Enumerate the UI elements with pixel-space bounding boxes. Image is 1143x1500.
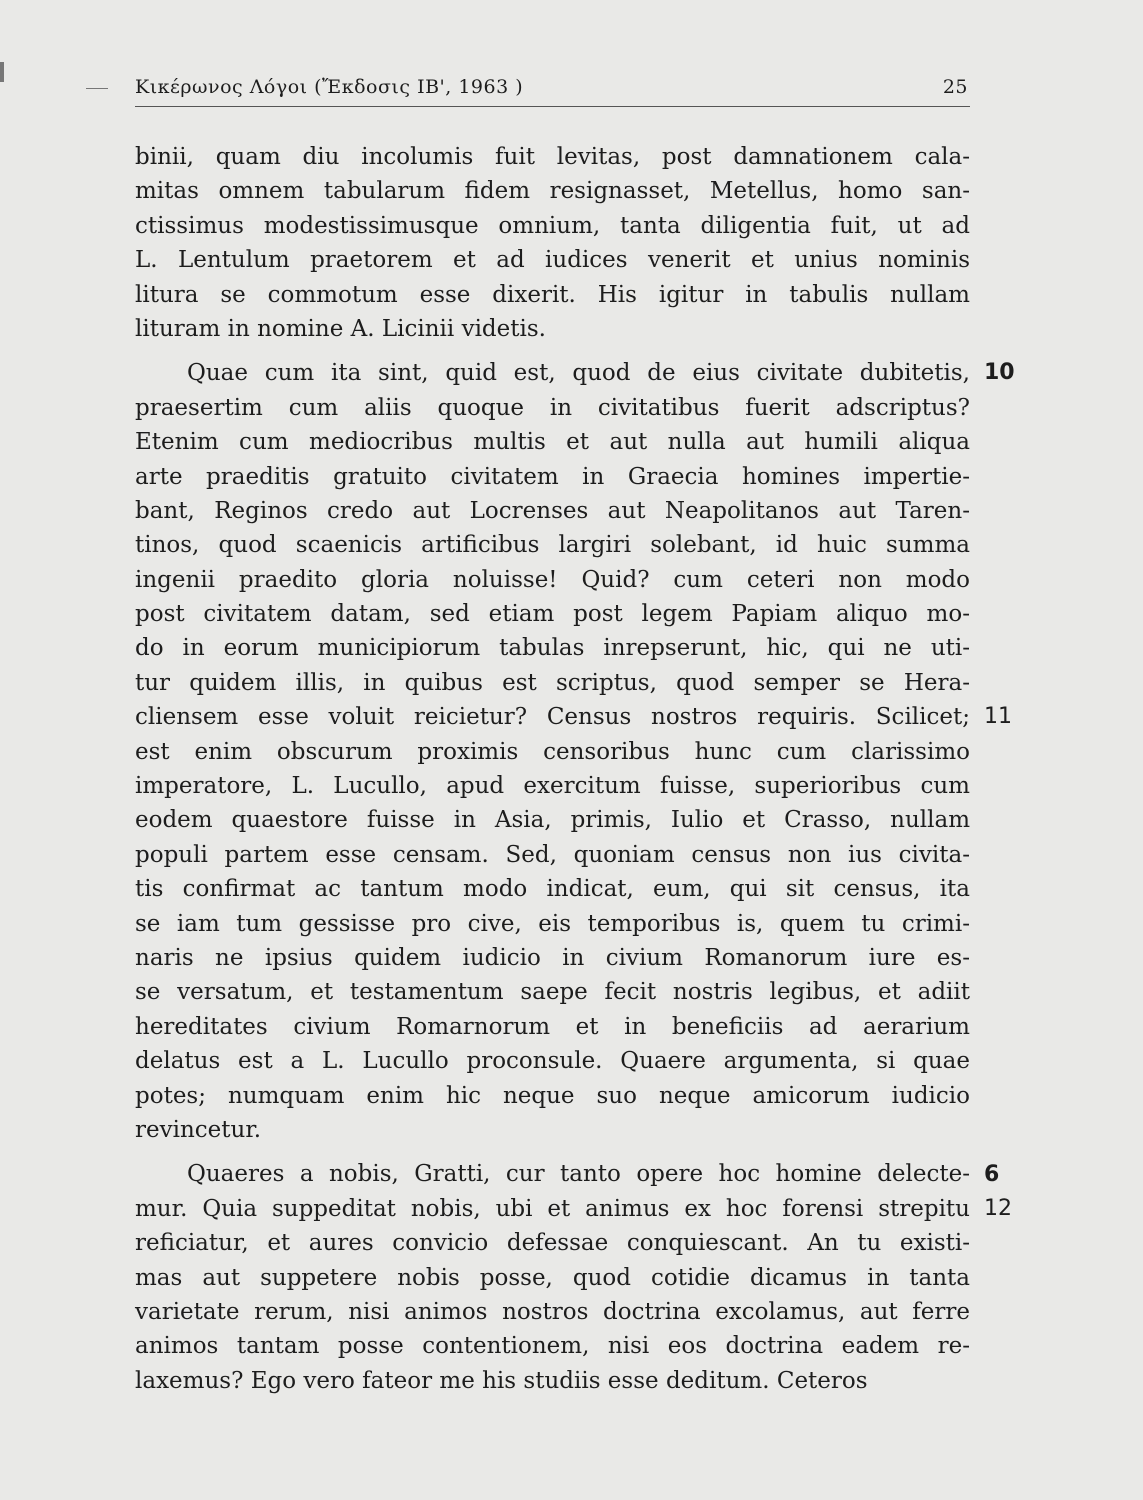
text-line: populi partem esse censam. Sed, quoniam census non ius civita- (135, 841, 970, 868)
text-line: varietate rerum, nisi animos nostros doctrina excolamus, aut ferre (135, 1298, 970, 1325)
text-line: praesertim cum aliis quoque in civitatibus fuerit adscriptus? (135, 394, 970, 421)
page-number: 25 (942, 76, 968, 98)
text-line: Etenim cum mediocribus multis et aut nulla aut humili aliqua (135, 429, 970, 456)
text-line: tinos, quod scaenicis artificibus largiri solebant, id huic summa (135, 532, 970, 559)
paragraph-gap (135, 1147, 970, 1157)
text-line: se iam tum gessisse pro cive, eis temporibus is, quem tu crimi- (135, 910, 970, 937)
text-line: ctissimus modestissimusque omnium, tanta diligentia fuit, ut ad (135, 212, 970, 239)
edge-mark-left (0, 62, 4, 82)
text-line: delatus est a L. Lucullo proconsule. Quaere argumenta, si quae (135, 1048, 970, 1075)
text-line: tur quidem illis, in quibus est scriptus, quod semper se Hera- (135, 669, 970, 696)
text-line: L. Lentulum praetorem et ad iudices venerit et unius nominis (135, 247, 970, 274)
paragraph (135, 1157, 970, 1398)
header-rule (135, 106, 970, 107)
text-line: litura se commotum esse dixerit. His igitur in tabulis nullam (135, 281, 970, 308)
margin-section-number: 10 (984, 360, 1015, 386)
paragraph (135, 140, 970, 346)
edge-mark-top (86, 88, 108, 89)
text-line: eodem quaestore fuisse in Asia, primis, Iulio et Crasso, nullam (135, 807, 970, 834)
paragraph (135, 356, 970, 1147)
text-line: se versatum, et testamentum saepe fecit nostris legibus, et adiit (135, 979, 970, 1006)
text-line: arte praeditis gratuito civitatem in Graecia homines impertie- (135, 463, 970, 490)
text-line: est enim obscurum proximis censoribus hunc cum clarissimo (135, 738, 970, 765)
text-line: do in eorum municipiorum tabulas inrepserunt, hic, qui ne uti- (135, 635, 970, 662)
text-line: imperatore, L. Lucullo, apud exercitum fuisse, superioribus cum (135, 773, 970, 800)
text-line: lituram in nomine A. Licinii videtis. (135, 315, 546, 342)
text-line: hereditates civium Romarnorum et in beneficiis ad aerarium (135, 1013, 970, 1040)
text-line: Quae cum ita sint, quid est, quod de eius civitate dubitetis, (187, 360, 970, 387)
text-line: Quaeres a nobis, Gratti, cur tanto opere hoc homine delecte- (187, 1161, 970, 1188)
text-line: cliensem esse voluit reicietur? Census nostros requiris. Scilicet; (135, 704, 970, 731)
text-line: bant, Reginos credo aut Locrenses aut Neapolitanos aut Taren- (135, 497, 970, 524)
text-line: potes; numquam enim hic neque suo neque amicorum iudicio (135, 1082, 970, 1109)
text-line: laxemus? Ego vero fateor me his studiis esse deditum. Ceteros (135, 1367, 868, 1394)
text-line: ingenii praedito gloria noluisse! Quid? cum ceteri non modo (135, 566, 970, 593)
margin-section-number: 11 (984, 704, 1012, 730)
margin-section-number: 6 (984, 1161, 1000, 1187)
text-line: animos tantam posse contentionem, nisi eos doctrina eadem re- (135, 1333, 970, 1360)
text-line: reficiatur, et aures convicio defessae conquiescant. An tu existi- (135, 1230, 970, 1257)
text-line: revincetur. (135, 1116, 262, 1143)
text-line: post civitatem datam, sed etiam post legem Papiam aliquo mo- (135, 601, 970, 628)
text-line: naris ne ipsius quidem iudicio in civium Romanorum iure es- (135, 944, 970, 971)
text-line: tis confirmat ac tantum modo indicat, eum, qui sit census, ita (135, 876, 970, 903)
paragraph-gap (135, 346, 970, 356)
running-head (135, 72, 970, 102)
body-text (135, 140, 970, 1398)
header-title: Κικέρωνος Λόγοι (Ἔκδοσις ΙΒ', 1963 ) (135, 76, 524, 98)
text-line: binii, quam diu incolumis fuit levitas, post damnationem cala- (135, 144, 970, 170)
text-line: mitas omnem tabularum fidem resignasset, Metellus, homo san- (135, 178, 970, 205)
margin-section-number: 12 (984, 1196, 1012, 1221)
text-line: mur. Quia suppeditat nobis, ubi et animus ex hoc forensi strepitu (135, 1195, 970, 1222)
text-line: mas aut suppetere nobis posse, quod cotidie dicamus in tanta (135, 1264, 970, 1291)
